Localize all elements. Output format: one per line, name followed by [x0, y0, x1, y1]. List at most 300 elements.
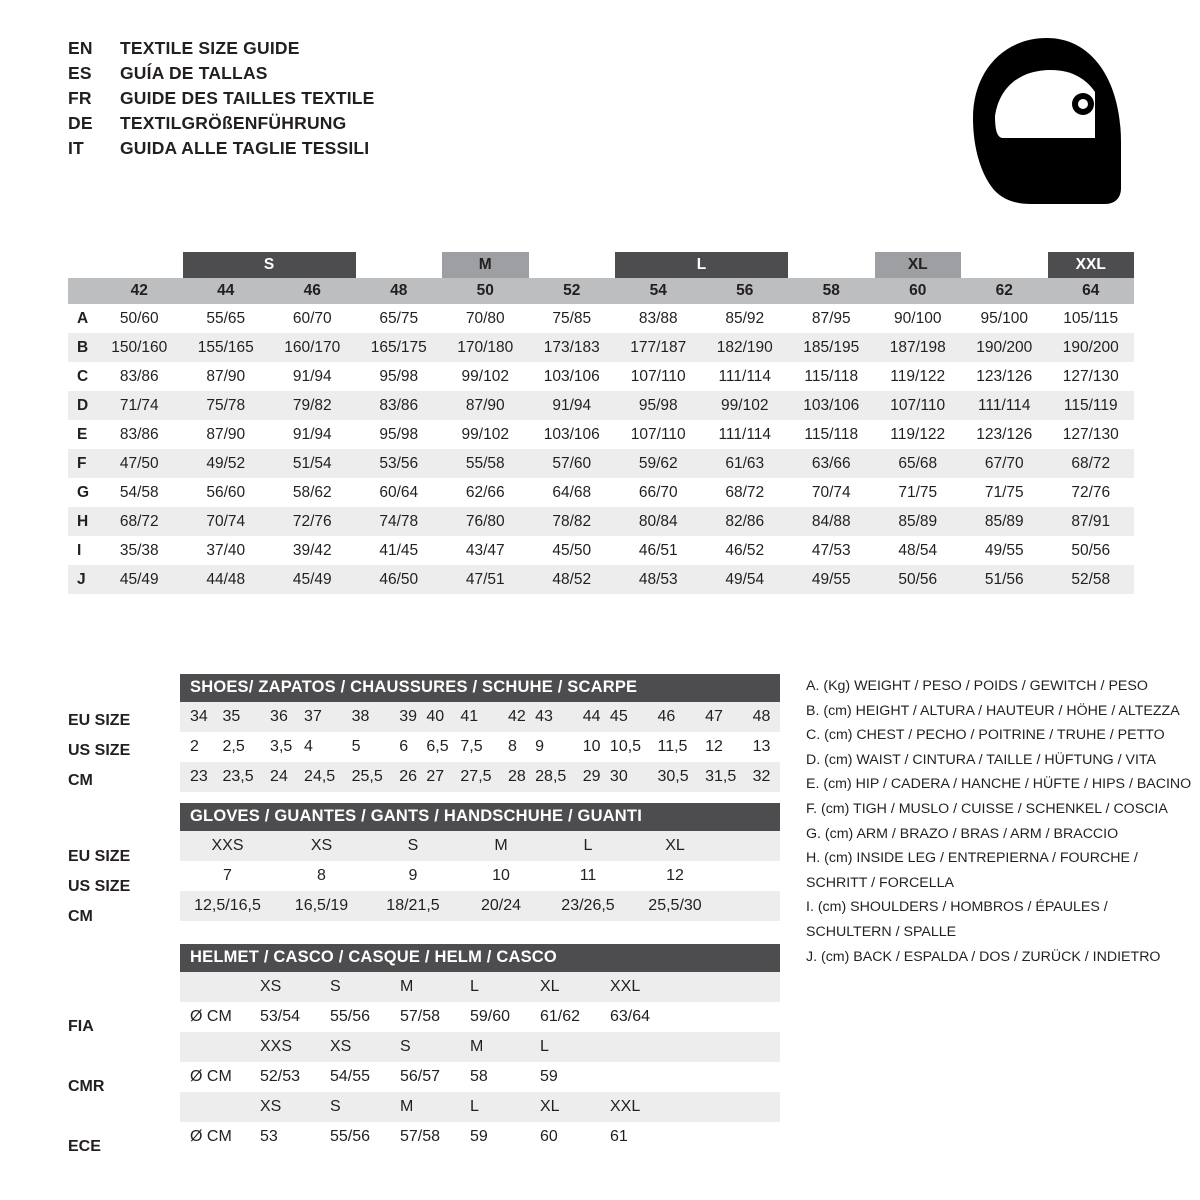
table-cell: 95/100: [980, 309, 1028, 327]
size-number-row: [68, 278, 1134, 304]
table-row: [180, 831, 780, 861]
gloves-table: [180, 831, 780, 921]
table-row: [180, 1092, 780, 1122]
gloves-us-2: 9: [408, 867, 418, 884]
helmet-row-label-fia: FIA: [68, 1018, 94, 1035]
table-cell: 54/58: [119, 483, 159, 501]
table-cell: 65/68: [875, 449, 962, 478]
table-cell: 72/76: [1071, 483, 1111, 501]
gloves-eu-0: XXS: [211, 837, 244, 854]
title-text-de: TEXTILGRÖßENFÜHRUNG: [120, 113, 347, 133]
title-row: [68, 38, 375, 63]
title-lang-de: DE: [68, 113, 93, 133]
table-cell: 85/92: [725, 309, 765, 327]
helmet-cmr-value-4: 59: [540, 1068, 558, 1085]
table-cell: 91/94: [292, 425, 332, 443]
helmet-fia-value-3: 59/60: [470, 1008, 511, 1025]
table-cell: 83/88: [638, 309, 678, 327]
table-cell: 72/76: [269, 507, 356, 536]
title-lang-it: IT: [68, 138, 84, 158]
table-row: [68, 478, 1134, 507]
table-cell: 107/110: [630, 425, 686, 443]
shoes-us-8: 8: [507, 738, 517, 755]
helmet-ece-size-spacer: [180, 1092, 260, 1122]
gloves-header: GLOVES / GUANTES / GANTS / HANDSCHUHE / GUANTI: [180, 803, 780, 831]
helmet-ece-value-4: 60: [540, 1128, 558, 1145]
helmet-cmr-value-3: 58: [470, 1068, 488, 1085]
helmet-ece-size-2: M: [400, 1098, 414, 1115]
size-number-cell: 58: [788, 278, 875, 304]
shoes-eu-6: 40: [426, 708, 445, 725]
helmet-cmr-size-pad2: [680, 1032, 780, 1062]
title-lang-en: EN: [68, 38, 93, 58]
size-label-row: [68, 252, 1134, 278]
title-row: [68, 138, 375, 163]
table-row: [68, 420, 1134, 449]
gloves-us-4: 11: [579, 867, 597, 884]
shoes-us-6: 6,5: [426, 738, 449, 755]
table-row: [180, 891, 780, 921]
table-row: [180, 1062, 780, 1092]
table-row: [68, 333, 1134, 362]
shoes-us-2: 3,5: [270, 738, 293, 755]
shoes-row-label-us: US SIZE: [68, 742, 131, 759]
table-cell: 119/122: [890, 367, 946, 385]
table-cell: 170/180: [442, 333, 529, 362]
table-cell: 51/56: [961, 565, 1048, 594]
gloves-row-label-cm: CM: [68, 908, 93, 925]
table-cell: 60/70: [292, 309, 332, 327]
table-cell: 48/54: [898, 541, 938, 559]
row-key: D: [68, 391, 96, 420]
size-label-spacer: [68, 252, 96, 278]
table-cell: 45/49: [269, 565, 356, 594]
helmet-header: HELMET / CASCO / CASQUE / HELM / CASCO: [180, 944, 780, 972]
table-cell: 105/115: [1063, 309, 1119, 327]
title-text-fr: GUIDE DES TAILLES TEXTILE: [120, 88, 375, 108]
helmet-cmr-size-4: L: [540, 1038, 549, 1055]
table-cell: 66/70: [638, 483, 678, 501]
gloves-eu-5: XL: [665, 837, 685, 854]
legend-item: E. (cm) HIP / CADERA / HANCHE / HÜFTE / HIPS / BACINO: [806, 776, 1192, 793]
table-row: [68, 449, 1134, 478]
title-text-it: GUIDA ALLE TAGLIE TESSILI: [120, 138, 370, 158]
legend-item: G. (cm) ARM / BRAZO / BRAS / ARM / BRACCIO: [806, 825, 1119, 842]
table-cell: 46/50: [356, 565, 443, 594]
table-cell: 119/122: [890, 425, 946, 443]
table-cell: 57/60: [529, 449, 616, 478]
table-cell: 62/66: [465, 483, 505, 501]
table-cell: 115/118: [804, 425, 859, 443]
gloves-cm-0: 12,5/16,5: [194, 897, 261, 914]
table-cell: 61/63: [702, 449, 789, 478]
helmet-fia-unit-spacer: [180, 972, 260, 1002]
shoes-eu-13: 47: [705, 708, 723, 725]
helmet-ece-value-pad: [680, 1122, 780, 1152]
table-cell: 47/50: [96, 449, 183, 478]
shoes-eu-14: 48: [752, 708, 771, 725]
shoes-us-9: 9: [535, 738, 545, 755]
table-row: [68, 304, 1134, 333]
title-text-en: TEXTILE SIZE GUIDE: [120, 38, 300, 58]
table-cell: 85/89: [961, 507, 1048, 536]
helmet-ece-value-2: 57/58: [400, 1128, 441, 1145]
table-cell: 75/78: [183, 391, 270, 420]
gloves-cm-1: 16,5/19: [294, 897, 349, 914]
shoes-us-7: 7,5: [460, 738, 483, 755]
table-cell: 111/114: [961, 391, 1048, 420]
title-lang-fr: FR: [68, 88, 92, 108]
row-key: E: [77, 425, 88, 443]
size-label-xxl: XXL: [1048, 252, 1135, 278]
table-cell: 187/198: [875, 333, 962, 362]
shoes-us-10: 10: [582, 738, 601, 755]
size-number-cell: 50: [442, 278, 529, 304]
table-cell: 47/51: [442, 565, 529, 594]
table-cell: 49/55: [788, 565, 875, 594]
shoes-eu-8: 42: [507, 708, 526, 725]
helmet-fia-value-5: 63/64: [610, 1008, 651, 1025]
table-cell: 70/80: [465, 309, 505, 327]
helmet-cmr-size-1: XS: [330, 1038, 352, 1055]
helmet-fia-unit: Ø CM: [190, 1008, 232, 1025]
table-cell: 190/200: [961, 333, 1048, 362]
size-number-cell: 64: [1048, 278, 1135, 304]
table-cell: 50/60: [119, 309, 159, 327]
table-cell: 75/85: [552, 309, 592, 327]
shoes-us-4: 5: [351, 738, 361, 755]
helmet-fia-value-1: 55/56: [330, 1008, 371, 1025]
helmet-cmr-size-spacer: [180, 1032, 260, 1062]
table-cell: 44/48: [183, 565, 270, 594]
gloves-us-spacer: [718, 861, 780, 891]
gloves-eu-3: M: [494, 837, 508, 854]
shoes-us-12: 11,5: [657, 738, 688, 755]
shoes-row-label-eu: EU SIZE: [68, 712, 131, 729]
title-row: [68, 88, 375, 113]
shoes-cm-7: 27,5: [460, 768, 492, 785]
table-cell: 48/53: [615, 565, 702, 594]
size-label-xl: XL: [875, 252, 962, 278]
shoes-cm-11: 30: [609, 768, 628, 785]
gloves-block: [180, 803, 780, 921]
title-row: [68, 113, 375, 138]
table-cell: 49/54: [702, 565, 789, 594]
size-label-48: [356, 252, 443, 278]
table-cell: 190/200: [1048, 333, 1135, 362]
table-cell: 103/106: [543, 367, 600, 385]
table-cell: 49/52: [183, 449, 270, 478]
table-cell: 49/55: [984, 541, 1024, 559]
helmet-ece-value-0: 53: [260, 1128, 278, 1145]
table-cell: 71/75: [984, 483, 1024, 501]
size-number-cell: 56: [702, 278, 789, 304]
table-cell: 84/88: [788, 507, 875, 536]
shoes-us-11: 10,5: [609, 738, 642, 755]
table-cell: 91/94: [529, 391, 616, 420]
size-label-56-spacer: [788, 252, 875, 278]
table-cell: 87/90: [442, 391, 529, 420]
table-cell: 95/98: [379, 425, 419, 443]
helmet-ece-size-5: XXL: [610, 1098, 641, 1115]
size-label-58-spacer: [961, 252, 1048, 278]
shoes-cm-8: 28: [507, 768, 526, 785]
helmet-ece-value-3: 59: [470, 1128, 488, 1145]
table-row: [68, 362, 1134, 391]
helmet-cmr-size-3: M: [470, 1038, 484, 1055]
shoes-eu-3: 37: [304, 708, 322, 725]
shoes-eu-4: 38: [351, 708, 370, 725]
table-cell: 67/70: [961, 449, 1048, 478]
gloves-cm-4: 23/26,5: [561, 897, 615, 914]
shoes-eu-5: 39: [399, 708, 417, 725]
table-cell: 37/40: [206, 541, 246, 559]
helmet-ece-size-1: S: [330, 1098, 341, 1115]
gloves-cm-3: 20/24: [480, 897, 522, 914]
table-cell: 78/82: [529, 507, 616, 536]
table-cell: 46/52: [725, 541, 765, 559]
table-row: [180, 1002, 780, 1032]
table-cell: 56/60: [206, 483, 246, 501]
title-row: [68, 63, 375, 88]
size-label-m: M: [442, 252, 529, 278]
shoes-cm-6: 27: [426, 768, 445, 785]
table-cell: 64/68: [552, 483, 592, 501]
table-cell: 150/160: [96, 333, 183, 362]
table-cell: 51/54: [269, 449, 356, 478]
title-block: [68, 38, 375, 163]
helmet-cmr-value-1: 54/55: [330, 1068, 371, 1085]
helmet-cmr-value-pad2: [680, 1062, 780, 1092]
helmet-ece-size-pad: [680, 1092, 780, 1122]
helmet-row-label-ece: ECE: [68, 1138, 101, 1155]
table-cell: 41/45: [379, 541, 419, 559]
shoes-eu-9: 43: [535, 708, 553, 725]
shoes-us-0: 2: [190, 738, 199, 755]
row-key: J: [68, 565, 96, 594]
size-number-cell: 54: [615, 278, 702, 304]
legend-item: F. (cm) TIGH / MUSLO / CUISSE / SCHENKEL / COSCIA: [806, 800, 1168, 817]
shoes-eu-1: 35: [222, 708, 241, 725]
table-cell: 43/47: [465, 541, 505, 559]
helmet-cmr-value-0: 52/53: [260, 1068, 301, 1085]
table-cell: 68/72: [725, 483, 765, 501]
table-cell: 55/58: [442, 449, 529, 478]
title-lang-es: ES: [68, 63, 92, 83]
measurements-table: [68, 252, 1134, 594]
table-row: [180, 1122, 780, 1152]
legend-item: D. (cm) WAIST / CINTURA / TAILLE / HÜFTUNG / VITA: [806, 751, 1156, 768]
table-cell: 85/89: [875, 507, 962, 536]
table-cell: 173/183: [529, 333, 616, 362]
shoes-cm-13: 31,5: [705, 768, 737, 785]
size-label-52-spacer: [529, 252, 616, 278]
legend: [806, 674, 1192, 969]
table-cell: 115/119: [1048, 391, 1135, 420]
gloves-row-label-us: US SIZE: [68, 878, 131, 895]
table-cell: 45/49: [96, 565, 183, 594]
helmet-fia-size-5: XXL: [610, 978, 641, 995]
table-cell: 35/38: [119, 541, 159, 559]
row-key: C: [77, 367, 89, 385]
legend-item: H. (cm) INSIDE LEG / ENTREPIERNA / FOURCHE /: [806, 850, 1138, 867]
table-cell: 47/53: [811, 541, 851, 559]
row-key: A: [77, 309, 89, 327]
table-cell: 60/64: [379, 483, 419, 501]
table-cell: 63/66: [788, 449, 875, 478]
table-cell: 103/106: [788, 391, 875, 420]
table-cell: 59/62: [615, 449, 702, 478]
shoes-us-13: 12: [705, 738, 723, 755]
shoes-eu-10: 44: [582, 708, 601, 725]
shoes-table: [180, 702, 780, 792]
table-cell: 91/94: [292, 367, 332, 385]
size-number-rowlabel: [68, 278, 96, 304]
helmet-fia-value-spacer: [680, 1002, 780, 1032]
table-cell: 68/72: [1048, 449, 1135, 478]
size-number-cell: 52: [529, 278, 616, 304]
gloves-eu-spacer: [718, 831, 780, 861]
legend-item: SCHRITT / FORCELLA: [806, 874, 954, 891]
gloves-cm-5: 25,5/30: [648, 897, 702, 914]
shoes-eu-2: 36: [270, 708, 288, 725]
helmet-cmr-unit: Ø CM: [190, 1068, 232, 1085]
size-number-cell: 62: [961, 278, 1048, 304]
shoes-cm-1: 23,5: [222, 768, 254, 785]
table-row: [180, 702, 780, 732]
size-label-42: [96, 252, 183, 278]
helmet-cmr-value-2: 56/57: [400, 1068, 441, 1085]
table-cell: 155/165: [183, 333, 270, 362]
shoes-eu-12: 46: [657, 708, 676, 725]
helmet-ece-size-0: XS: [260, 1098, 282, 1115]
table-cell: 53/56: [356, 449, 443, 478]
table-cell: 55/65: [206, 309, 246, 327]
helmet-fia-size-0: XS: [260, 978, 282, 995]
legend-item: C. (cm) CHEST / PECHO / POITRINE / TRUHE / PETTO: [806, 727, 1165, 744]
helmet-fia-size-spacer: [680, 972, 780, 1002]
helmet-fia-size-1: S: [330, 978, 341, 995]
table-cell: 70/74: [811, 483, 851, 501]
helmet-cmr-size-2: S: [400, 1038, 411, 1055]
table-cell: 65/75: [379, 309, 419, 327]
table-cell: 127/130: [1062, 367, 1119, 385]
helmet-fia-size-4: XL: [540, 978, 560, 995]
helmet-block: [180, 944, 780, 1152]
row-key: B: [68, 333, 96, 362]
legend-item: SCHULTERN / SPALLE: [806, 923, 957, 940]
table-cell: 177/187: [615, 333, 702, 362]
shoes-header: SHOES/ ZAPATOS / CHAUSSURES / SCHUHE / SCARPE: [180, 674, 780, 702]
row-key: G: [77, 483, 90, 501]
table-cell: 87/95: [811, 309, 851, 327]
helmet-fia-value-2: 57/58: [400, 1008, 441, 1025]
helmet-cmr-size-pad: [610, 1032, 680, 1062]
shoes-eu-0: 34: [190, 708, 208, 725]
table-cell: 185/195: [788, 333, 875, 362]
helmet-fia-size-3: L: [470, 978, 479, 995]
helmet-row-label-cmr: CMR: [68, 1078, 105, 1095]
legend-item: J. (cm) BACK / ESPALDA / DOS / ZURÜCK / INDIETRO: [806, 948, 1161, 965]
table-row: [180, 1032, 780, 1062]
title-text-es: GUÍA DE TALLAS: [120, 63, 268, 83]
table-cell: 99/102: [461, 367, 509, 385]
helmet-cmr-size-0: XXS: [260, 1038, 293, 1055]
table-cell: 165/175: [356, 333, 443, 362]
table-cell: 71/74: [96, 391, 183, 420]
table-cell: 46/51: [638, 541, 678, 559]
table-row: [180, 861, 780, 891]
table-cell: 71/75: [898, 483, 938, 501]
table-cell: 111/114: [718, 367, 772, 385]
table-cell: 45/50: [552, 541, 592, 559]
shoes-cm-10: 29: [582, 768, 601, 785]
table-row: [68, 536, 1134, 565]
helmet-icon: [955, 30, 1140, 215]
legend-item: B. (cm) HEIGHT / ALTURA / HAUTEUR / HÖHE / ALTEZZA: [806, 702, 1180, 719]
table-cell: 87/90: [206, 367, 246, 385]
table-row: [180, 732, 780, 762]
helmet-fia-value-4: 61/62: [540, 1008, 581, 1025]
gloves-eu-1: XS: [310, 837, 333, 854]
helmet-ece-size-4: XL: [540, 1098, 560, 1115]
shoes-us-5: 6: [399, 738, 409, 755]
gloves-eu-4: L: [583, 837, 593, 854]
table-cell: 70/74: [183, 507, 270, 536]
table-row: [68, 391, 1134, 420]
shoes-cm-4: 25,5: [351, 768, 383, 785]
shoes-eu-11: 45: [609, 708, 628, 725]
table-cell: 90/100: [894, 309, 942, 327]
shoes-cm-14: 32: [752, 768, 771, 785]
legend-item: A. (Kg) WEIGHT / PESO / POIDS / GEWITCH / PESO: [806, 678, 1148, 694]
table-cell: 103/106: [543, 425, 600, 443]
helmet-ece-unit: Ø CM: [190, 1128, 232, 1145]
table-cell: 76/80: [442, 507, 529, 536]
gloves-cm-2: 18/21,5: [386, 897, 440, 914]
row-key: I: [77, 541, 82, 559]
table-cell: 123/126: [976, 367, 1033, 385]
table-cell: 48/52: [529, 565, 616, 594]
table-row: [68, 565, 1134, 594]
size-number-cell: 60: [875, 278, 962, 304]
table-row: [68, 507, 1134, 536]
gloves-cm-spacer: [718, 891, 780, 921]
shoes-us-1: 2,5: [222, 738, 245, 755]
size-label-s: S: [183, 252, 356, 278]
table-cell: 107/110: [875, 391, 962, 420]
shoes-cm-12: 30,5: [657, 768, 689, 785]
helmet-fia-value-0: 53/54: [260, 1008, 301, 1025]
table-cell: 123/126: [976, 425, 1033, 443]
size-number-cell: 46: [269, 278, 356, 304]
helmet-cmr-value-pad: [610, 1062, 680, 1092]
table-cell: 58/62: [292, 483, 332, 501]
table-cell: 111/114: [718, 425, 772, 443]
row-key: H: [68, 507, 96, 536]
table-cell: 79/82: [269, 391, 356, 420]
shoes-eu-7: 41: [460, 708, 479, 725]
helmet-ece-size-3: L: [470, 1098, 479, 1115]
table-cell: 80/84: [615, 507, 702, 536]
table-cell: 74/78: [356, 507, 443, 536]
shoes-cm-2: 24: [270, 768, 288, 785]
table-cell: 127/130: [1062, 425, 1119, 443]
table-cell: 39/42: [292, 541, 332, 559]
table-cell: 95/98: [379, 367, 419, 385]
shoes-cm-3: 24,5: [304, 768, 336, 785]
shoes-cm-0: 23: [190, 768, 208, 785]
